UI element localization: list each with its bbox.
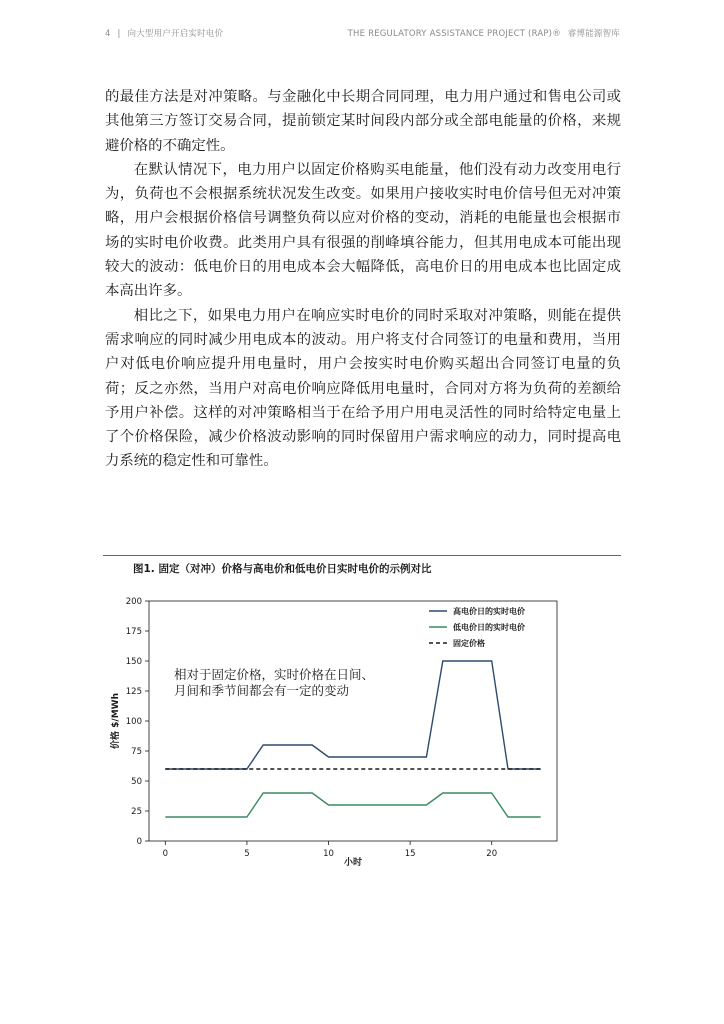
header-separator: | <box>117 29 121 39</box>
annotation-line-2: 月间和季节间都会有一定的变动 <box>174 683 350 698</box>
y-tick-label: 125 <box>125 687 142 697</box>
header-left <box>105 27 223 39</box>
y-tick-label: 200 <box>125 597 142 607</box>
y-axis-label: 价格 $/MWh <box>111 693 121 749</box>
paragraph-1: 的最佳方法是对冲策略。与金融化中长期合同同理，电力用户通过和售电公司或其他第三方签订交易合同，提前锁定某时间段内部分或全部电能量的价格，来规避价格的不确定性。 <box>105 89 621 154</box>
legend-label-2: 低电价日的实时电价 <box>453 623 525 632</box>
y-tick-label: 75 <box>131 747 142 757</box>
y-tick-label: 100 <box>125 717 142 727</box>
annotation-line-1: 相对于固定价格，实时价格在日间、 <box>174 667 375 682</box>
x-tick-label: 15 <box>404 849 416 859</box>
x-tick-label: 5 <box>244 849 250 859</box>
page-number: 4 <box>105 29 111 39</box>
legend-label-3: 固定价格 <box>453 639 485 648</box>
legend-label-1: 高电价日的实时电价 <box>453 607 525 616</box>
y-tick-label: 150 <box>125 657 142 667</box>
x-tick-label: 20 <box>486 849 498 859</box>
paragraph-2: 在默认情况下，电力用户以固定价格购买电能量，他们没有动力改变用电行为，负荷也不会根据系统状况发生改变。如果用户接收实时电价信号但无对冲策略，用户会根据价格信号调整负荷以应对价格的变动，消耗的电能量也会根据市场的实时电价收费。此类用户具有很强的削峰填谷能力，但其用电成本可能出现较大的波动：低电价日的用电成本会大幅降低，高电价日的用电成本也比固定成本高出许多。 <box>105 161 621 300</box>
figure-divider <box>103 555 621 556</box>
publisher-name-cn: 睿博能源智库 <box>567 29 620 39</box>
y-tick-label: 50 <box>131 777 142 787</box>
figure-caption: 图1. 固定（对冲）价格与高电价和低电价日实时电价的示例对比 <box>133 563 432 575</box>
body-text <box>105 85 621 474</box>
x-tick-label: 10 <box>323 849 334 859</box>
x-axis-label: 小时 <box>343 858 363 868</box>
header-right <box>348 27 620 39</box>
section-title: 向大型用户开启实时电价 <box>127 29 224 39</box>
series-line-2 <box>165 793 540 817</box>
chart-legend <box>429 606 525 648</box>
paragraph-3: 相比之下，如果电力用户在响应实时电价的同时采取对冲策略，则能在提供需求响应的同时减少用电成本的波动。用户将支付合同签订的电量和费用，当用户对低电价响应提升用电量时，用户会按实时电价购买超出合同签订电量的负荷；反之亦然，当用户对高电价响应降低用电量时，合同对方将为负荷的差额给予用户补偿。这样的对冲策略相当于在给予用户用电灵活性的同时给特定电量上了个价格保险，减少价格波动影响的同时保留用户需求响应的动力，同时提高电力系统的稳定性和可靠性。 <box>105 307 621 470</box>
price-chart <box>103 585 563 875</box>
y-tick-label: 25 <box>131 807 142 817</box>
page-header <box>105 27 620 41</box>
y-tick-label: 0 <box>136 837 142 847</box>
y-tick-label: 175 <box>125 627 142 637</box>
x-tick-label: 0 <box>162 849 169 859</box>
publisher-name: THE REGULATORY ASSISTANCE PROJECT (RAP)® <box>347 29 561 39</box>
